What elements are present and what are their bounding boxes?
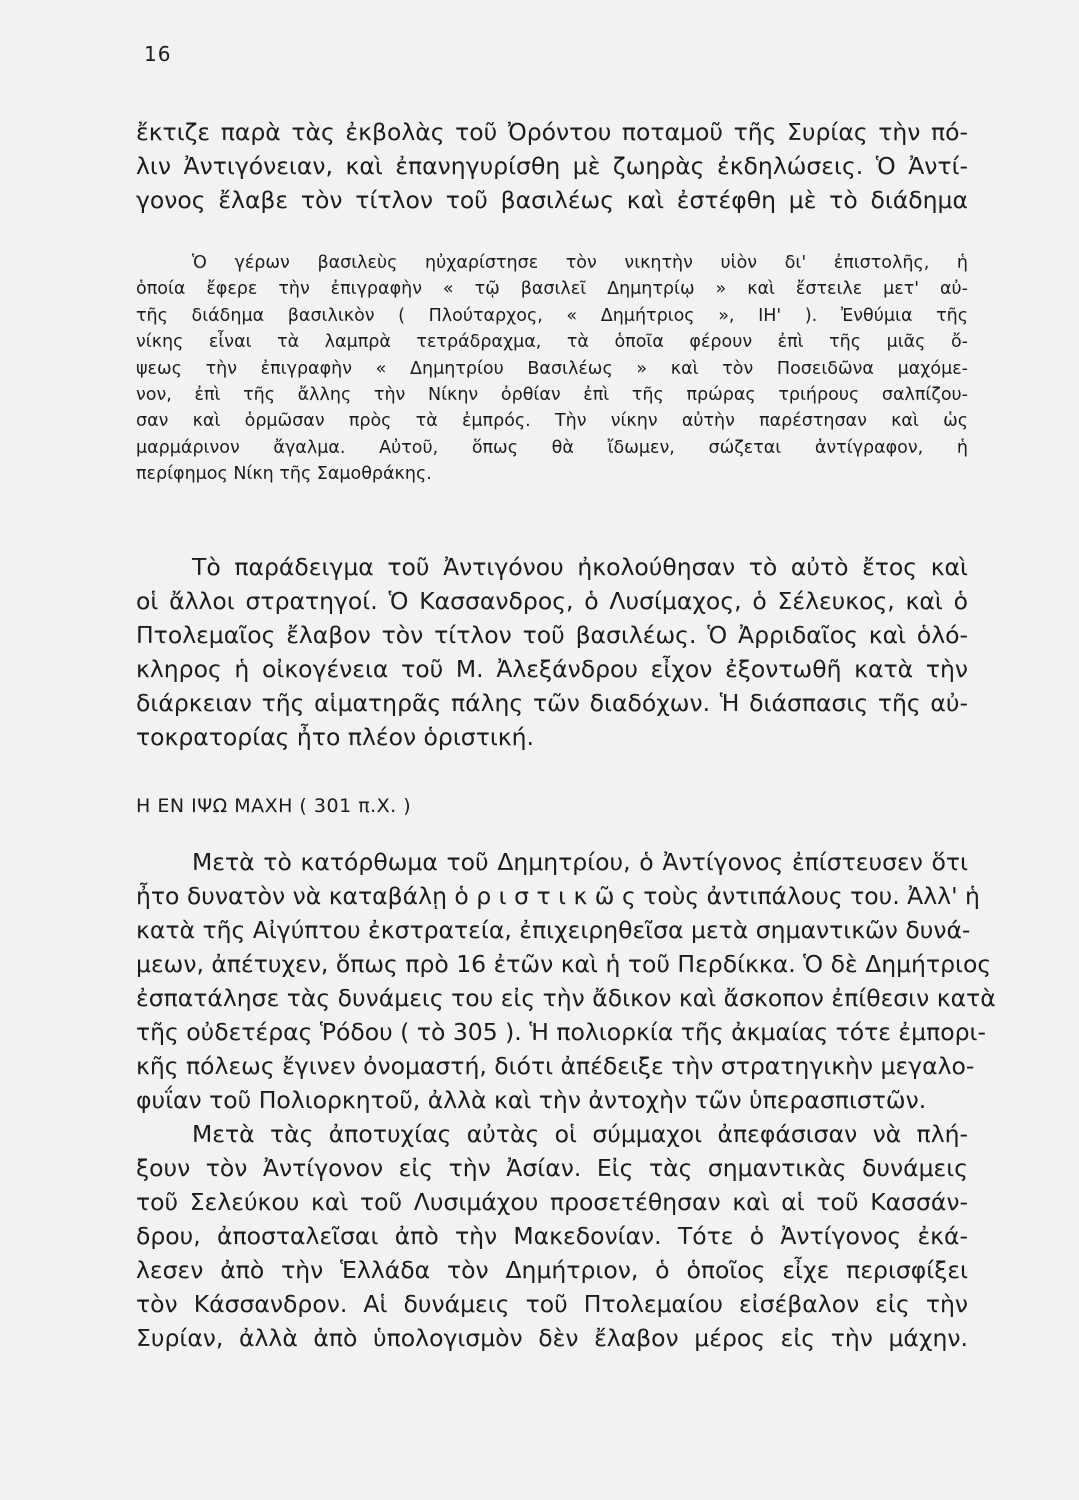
text-line: Μετὰ τὰς ἀποτυχίας αὐτὰς οἱ σύμμαχοι ἀπεφάσισαν νὰ πλή-: [192, 1120, 968, 1148]
text-line: Πτολεμαῖος ἔλαβον τὸν τίτλον τοῦ βασιλέως. Ὁ Ἀρριδαῖος καὶ ὁλό-: [136, 621, 968, 649]
text-line: περίφημος Νίκη τῆς Σαμοθράκης.: [136, 464, 432, 485]
text-line: δρου, ἀποσταλεῖσαι ἀπὸ τὴν Μακεδονίαν. Τότε ὁ Ἀντίγονος ἐκά-: [136, 1222, 968, 1250]
text-line: μαρμάρινον ἄγαλμα. Αὐτοῦ, ὅπως θὰ ἴδωμεν, σώζεται ἀντίγραφον, ἡ: [136, 437, 968, 458]
text-line: ἦτο δυνατὸν νὰ καταβάλῃ ὁ ρ ι σ τ ι κ ῶ ς τοὺς ἀντιπάλους του. Ἀλλ' ἡ: [136, 882, 980, 910]
paragraph-note: [136, 250, 968, 488]
paragraph-opening: [136, 115, 968, 217]
text-line: λιν Ἀντιγόνειαν, καὶ ἐπανηγυρίσθη μὲ ζωηρὰς ἐκδηλώσεις. Ὁ Ἀντί-: [136, 152, 968, 180]
text-line: κληρος ἡ οἰκογένεια τοῦ Μ. Ἀλεξάνδρου εἶχον ἐξοντωθῆ κατὰ τὴν: [136, 655, 968, 683]
text-line: λεσεν ἀπὸ τὴν Ἑλλάδα τὸν Δημήτριον, ὁ ὁποῖος εἶχε περισφίξει: [136, 1256, 968, 1284]
text-line: Συρίαν, ἀλλὰ ἀπὸ ὑπολογισμὸν δὲν ἔλαβον μέρος εἰς τὴν μάχην.: [136, 1324, 968, 1352]
text-line: νίκης εἶναι τὰ λαμπρὰ τετράδραχμα, τὰ ὁποῖα φέρουν ἐπὶ τῆς μιᾶς ὄ-: [136, 332, 968, 353]
text-line: Μετὰ τὸ κατόρθωμα τοῦ Δημητρίου, ὁ Ἀντίγονος ἐπίστευσεν ὅτι: [192, 848, 968, 876]
text-line: φυΐαν τοῦ Πολιορκητοῦ, ἀλλὰ καὶ τὴν ἀντοχὴν τῶν ὑπερασπιστῶν.: [136, 1086, 927, 1114]
text-line: γονος ἔλαβε τὸν τίτλον τοῦ βασιλέως καὶ ἐστέφθη μὲ τὸ διάδημα: [136, 186, 968, 214]
text-line: Ὁ γέρων βασιλεὺς ηὐχαρίστησε τὸν νικητὴν υἱὸν δι' ἐπιστολῆς, ἡ: [192, 253, 968, 273]
text-line: τῆς διάδημα βασιλικὸν ( Πλούταρχος, « Δημήτριος », ΙΗ' ). Ἐνθύμια τῆς: [136, 305, 968, 326]
section-heading: Η ΕΝ ΙΨΩ ΜΑΧΗ ( 301 π.Χ. ): [136, 795, 412, 817]
text-line: Τὸ παράδειγμα τοῦ Ἀντιγόνου ἠκολούθησαν τὸ αὐτὸ ἔτος καὶ: [192, 553, 968, 581]
text-line: νον, ἐπὶ τῆς ἄλλης τὴν Νίκην ὀρθίαν ἐπὶ τῆς πρώρας τριήρους σαλπίζου-: [136, 384, 968, 405]
text-line: κῆς πόλεως ἔγινεν ὀνομαστή, διότι ἀπέδειξε τὴν στρατηγικὴν μεγαλο-: [136, 1052, 975, 1080]
text-line: ψεως τὴν ἐπιγραφὴν « Δημητρίου Βασιλέως » καὶ τὸν Ποσειδῶνα μαχόμε-: [136, 358, 968, 379]
text-line: οἱ ἄλλοι στρατηγοί. Ὁ Κασσανδρος, ὁ Λυσίμαχος, ὁ Σέλευκος, καὶ ὁ: [136, 587, 968, 615]
text-line: διάρκειαν τῆς αἱματηρᾶς πάλης τῶν διαδόχων. Ἡ διάσπασις τῆς αὐ-: [136, 689, 968, 717]
paragraph-allies: [136, 1117, 968, 1355]
text-line: ἐσπατάλησε τὰς δυνάμεις του εἰς τὴν ἄδικον καὶ ἄσκοπον ἐπίθεσιν κατὰ: [136, 984, 996, 1012]
text-line: κατὰ τῆς Αἰγύπτου ἐκστρατεία, ἐπιχειρηθεῖσα μετὰ σημαντικῶν δυνά-: [136, 916, 971, 944]
text-line: τῆς οὐδετέρας Ῥόδου ( τὸ 305 ). Ἡ πολιορκία τῆς ἀκμαίας τότε ἐμπορι-: [136, 1018, 986, 1046]
text-line: τὸν Κάσσανδρον. Αἱ δυνάμεις τοῦ Πτολεμαίου εἰσέβαλον εἰς τὴν: [136, 1290, 968, 1318]
page-number: 16: [144, 42, 172, 66]
text-line: ἔκτιζε παρὰ τὰς ἐκβολὰς τοῦ Ὀρόντου ποταμοῦ τῆς Συρίας τὴν πό-: [136, 118, 968, 146]
text-line: σαν καὶ ὁρμῶσαν πρὸς τὰ ἐμπρός. Τὴν νίκην αὐτὴν παρέστησαν καὶ ὡς: [136, 411, 968, 432]
text-line: ξουν τὸν Ἀντίγονον εἰς τὴν Ἀσίαν. Εἰς τὰς σημαντικὰς δυνάμεις: [136, 1154, 968, 1182]
paragraph-battle: [136, 845, 996, 1117]
text-line: μεων, ἀπέτυχεν, ὅπως πρὸ 16 ἐτῶν καὶ ἡ τοῦ Περδίκκα. Ὁ δὲ Δημήτριος: [136, 950, 992, 978]
text-line: τοῦ Σελεύκου καὶ τοῦ Λυσιμάχου προσετέθησαν καὶ αἱ τοῦ Κασσάν-: [136, 1188, 968, 1216]
text-line: ὁποία ἔφερε τὴν ἐπιγραφὴν « τῷ βασιλεῖ Δημητρίῳ » καὶ ἔστειλε μετ' αὐ-: [136, 279, 968, 300]
paragraph-example: [136, 550, 968, 754]
text-line: τοκρατορίας ἦτο πλέον ὁριστική.: [136, 723, 535, 751]
